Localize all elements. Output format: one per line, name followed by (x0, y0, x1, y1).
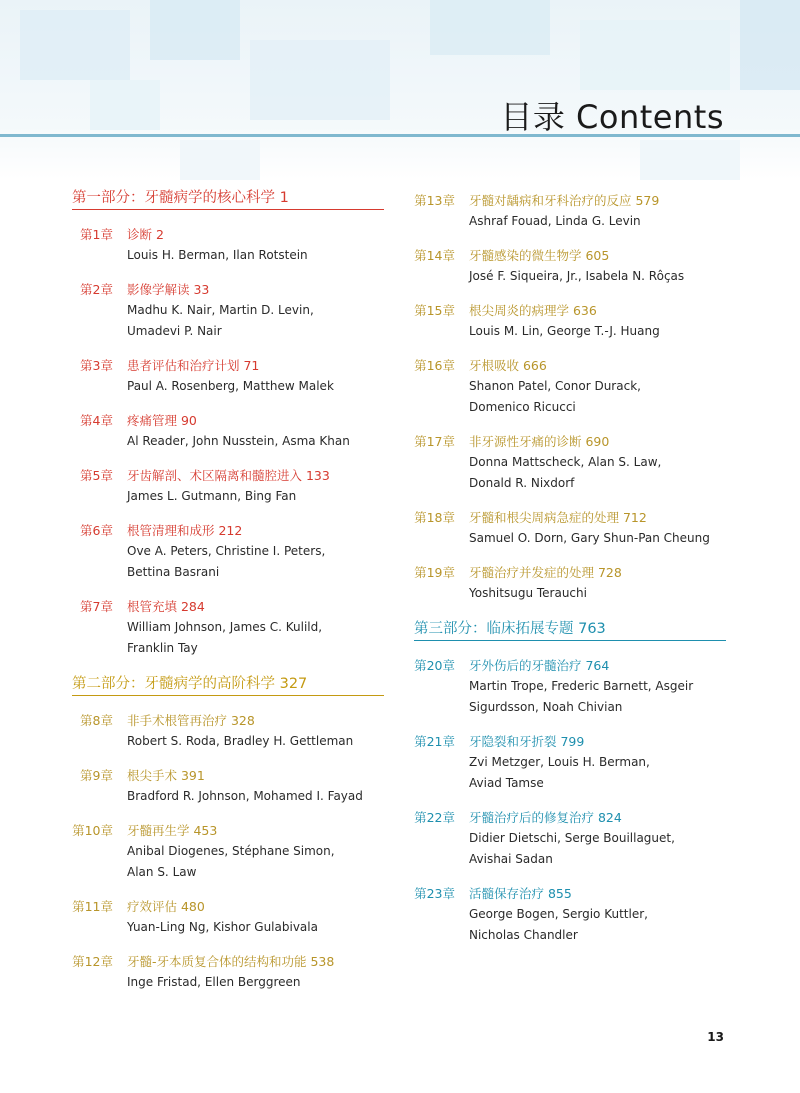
chapter-number: 第12章 (72, 954, 113, 969)
chapter-heading (414, 655, 726, 676)
author-line: Martin Trope, Frederic Barnett, Asgeir (469, 679, 694, 693)
chapter-heading (414, 807, 726, 828)
chapter-entry[interactable] (414, 562, 726, 604)
author-line: Ove A. Peters, Christine I. Peters, (127, 544, 326, 558)
chapter-number: 第3章 (80, 358, 113, 373)
chapter-title: 疗效评估 480 (127, 899, 205, 914)
chapter-number: 第9章 (80, 768, 113, 783)
chapter-number: 第6章 (80, 523, 113, 538)
chapter-title: 牙髓感染的微生物学 605 (469, 248, 610, 263)
chapter-authors (414, 583, 726, 604)
chapter-heading (72, 596, 384, 617)
chapter-number: 第15章 (414, 303, 455, 318)
chapter-entry[interactable] (72, 710, 384, 752)
author-line: Yuan-Ling Ng, Kishor Gulabivala (127, 920, 318, 934)
chapter-title: 牙髓治疗并发症的处理 728 (469, 565, 622, 580)
chapter-entry[interactable] (72, 765, 384, 807)
right-column (414, 190, 726, 959)
chapter-number: 第13章 (414, 193, 455, 208)
chapter-entry[interactable] (72, 951, 384, 993)
author-line: Alan S. Law (127, 865, 197, 879)
chapter-heading (72, 465, 384, 486)
author-line: Sigurdsson, Noah Chivian (469, 700, 623, 714)
chapter-authors (72, 541, 384, 583)
author-line: Paul A. Rosenberg, Matthew Malek (127, 379, 334, 393)
chapter-authors (414, 376, 726, 418)
author-line: William Johnson, James C. Kulild, (127, 620, 323, 634)
chapter-authors (414, 321, 726, 342)
chapter-title: 牙髓-牙本质复合体的结构和功能 538 (127, 954, 335, 969)
author-line: George Bogen, Sergio Kuttler, (469, 907, 648, 921)
author-line: Louis H. Berman, Ilan Rotstein (127, 248, 308, 262)
chapter-number: 第16章 (414, 358, 455, 373)
chapter-number: 第18章 (414, 510, 455, 525)
chapter-number: 第1章 (80, 227, 113, 242)
chapter-entry[interactable] (72, 465, 384, 507)
chapter-list (414, 190, 726, 604)
chapter-entry[interactable] (72, 520, 384, 583)
author-line: Nicholas Chandler (469, 928, 578, 942)
chapter-authors (414, 752, 726, 794)
chapter-title: 患者评估和治疗计划 71 (127, 358, 260, 373)
author-line: Bradford R. Johnson, Mohamed I. Fayad (127, 789, 363, 803)
chapter-title: 根尖手术 391 (127, 768, 205, 783)
chapter-title: 影像学解读 33 (127, 282, 210, 297)
author-line: Bettina Basrani (127, 565, 220, 579)
chapter-heading (414, 355, 726, 376)
chapter-title: 牙齿解剖、术区隔离和髓腔进入 133 (127, 468, 330, 483)
chapter-authors (72, 245, 384, 266)
chapter-number: 第14章 (414, 248, 455, 263)
chapter-heading (72, 224, 384, 245)
chapter-heading (414, 300, 726, 321)
author-line: Aviad Tamse (469, 776, 544, 790)
chapter-heading (72, 520, 384, 541)
chapter-title: 牙髓对龋病和牙科治疗的反应 579 (469, 193, 660, 208)
author-line: Inge Fristad, Ellen Berggreen (127, 975, 301, 989)
author-line: Domenico Ricucci (469, 400, 576, 414)
chapter-authors (414, 528, 726, 549)
chapter-number: 第22章 (414, 810, 455, 825)
chapter-number: 第5章 (80, 468, 113, 483)
chapter-heading (414, 190, 726, 211)
chapter-title: 牙髓和根尖周病急症的处理 712 (469, 510, 647, 525)
chapter-entry[interactable] (414, 807, 726, 870)
author-line: Donald R. Nixdorf (469, 476, 575, 490)
chapter-title: 牙隐裂和牙折裂 799 (469, 734, 585, 749)
chapter-heading (72, 820, 384, 841)
chapter-title: 根管清理和成形 212 (127, 523, 243, 538)
author-line: James L. Gutmann, Bing Fan (127, 489, 297, 503)
chapter-authors (414, 266, 726, 287)
author-line: Robert S. Roda, Bradley H. Gettleman (127, 734, 354, 748)
author-line: Ashraf Fouad, Linda G. Levin (469, 214, 641, 228)
chapter-authors (72, 300, 384, 342)
chapter-entry[interactable] (414, 245, 726, 287)
author-line: Umadevi P. Nair (127, 324, 222, 338)
chapter-authors (72, 731, 384, 752)
left-column (72, 186, 384, 1006)
chapter-title: 牙外伤后的牙髓治疗 764 (469, 658, 610, 673)
chapter-authors (72, 431, 384, 452)
chapter-heading (72, 355, 384, 376)
header-background (0, 0, 800, 180)
chapter-title: 活髓保存治疗 855 (469, 886, 572, 901)
chapter-number: 第10章 (72, 823, 113, 838)
chapter-entry[interactable] (414, 507, 726, 549)
part-heading: 第一部分：牙髓病学的核心科学 1 (72, 186, 384, 210)
chapter-title: 疼痛管理 90 (127, 413, 197, 428)
chapter-number: 第11章 (72, 899, 113, 914)
chapter-number: 第17章 (414, 434, 455, 449)
author-line: Donna Mattscheck, Alan S. Law, (469, 455, 662, 469)
chapter-entry[interactable] (414, 190, 726, 232)
chapter-heading (72, 710, 384, 731)
chapter-authors (72, 376, 384, 397)
chapter-title: 牙髓再生学 453 (127, 823, 218, 838)
chapter-title: 牙根吸收 666 (469, 358, 547, 373)
chapter-entry[interactable] (414, 883, 726, 946)
chapter-entry[interactable] (72, 410, 384, 452)
author-line: José F. Siqueira, Jr., Isabela N. Rôças (469, 269, 685, 283)
chapter-heading (72, 410, 384, 431)
chapter-number: 第19章 (414, 565, 455, 580)
author-line: Louis M. Lin, George T.-J. Huang (469, 324, 660, 338)
author-line: Avishai Sadan (469, 852, 553, 866)
chapter-heading (414, 883, 726, 904)
chapter-entry[interactable] (72, 896, 384, 938)
chapter-number: 第7章 (80, 599, 113, 614)
chapter-title: 根管充填 284 (127, 599, 205, 614)
chapter-number: 第21章 (414, 734, 455, 749)
author-line: Shanon Patel, Conor Durack, (469, 379, 641, 393)
part-heading: 第三部分：临床拓展专题 763 (414, 617, 726, 641)
author-line: Didier Dietschi, Serge Bouillaguet, (469, 831, 675, 845)
chapter-authors (414, 452, 726, 494)
chapter-entry[interactable] (72, 355, 384, 397)
part-heading: 第二部分：牙髓病学的高阶科学 327 (72, 672, 384, 696)
author-line: Franklin Tay (127, 641, 198, 655)
chapter-authors (72, 972, 384, 993)
chapter-entry[interactable] (414, 300, 726, 342)
chapter-title: 牙髓治疗后的修复治疗 824 (469, 810, 622, 825)
chapter-entry[interactable] (414, 655, 726, 718)
chapter-heading (414, 507, 726, 528)
author-line: Anibal Diogenes, Stéphane Simon, (127, 844, 335, 858)
chapter-entry[interactable] (72, 820, 384, 883)
chapter-authors (72, 917, 384, 938)
chapter-entry[interactable] (414, 731, 726, 794)
author-line: Zvi Metzger, Louis H. Berman, (469, 755, 650, 769)
chapter-title: 非牙源性牙痛的诊断 690 (469, 434, 610, 449)
chapter-heading (72, 896, 384, 917)
chapter-entry[interactable] (72, 279, 384, 342)
chapter-heading (414, 245, 726, 266)
chapter-list (72, 224, 384, 659)
author-line: Samuel O. Dorn, Gary Shun-Pan Cheung (469, 531, 710, 545)
chapter-number: 第4章 (80, 413, 113, 428)
chapter-entry[interactable] (72, 224, 384, 266)
chapter-authors (72, 617, 384, 659)
chapter-heading (72, 279, 384, 300)
chapter-authors (72, 786, 384, 807)
chapter-authors (72, 841, 384, 883)
chapter-entry[interactable] (414, 355, 726, 418)
chapter-authors (414, 211, 726, 232)
chapter-heading (414, 431, 726, 452)
chapter-number: 第20章 (414, 658, 455, 673)
author-line: Madhu K. Nair, Martin D. Levin, (127, 303, 314, 317)
chapter-number: 第8章 (80, 713, 113, 728)
chapter-heading (414, 731, 726, 752)
page-title: 目录 Contents (500, 98, 724, 136)
chapter-number: 第2章 (80, 282, 113, 297)
chapter-title: 非手术根管再治疗 328 (127, 713, 255, 728)
chapter-heading (72, 765, 384, 786)
chapter-authors (414, 828, 726, 870)
author-line: Al Reader, John Nusstein, Asma Khan (127, 434, 350, 448)
chapter-list (72, 710, 384, 993)
chapter-list (414, 655, 726, 946)
chapter-title: 根尖周炎的病理学 636 (469, 303, 597, 318)
chapter-title: 诊断 2 (127, 227, 164, 242)
chapter-authors (414, 904, 726, 946)
chapter-authors (414, 676, 726, 718)
chapter-authors (72, 486, 384, 507)
chapter-entry[interactable] (414, 431, 726, 494)
chapter-entry[interactable] (72, 596, 384, 659)
author-line: Yoshitsugu Terauchi (469, 586, 587, 600)
page-number: 13 (707, 1030, 724, 1044)
chapter-number: 第23章 (414, 886, 455, 901)
chapter-heading (72, 951, 384, 972)
chapter-heading (414, 562, 726, 583)
